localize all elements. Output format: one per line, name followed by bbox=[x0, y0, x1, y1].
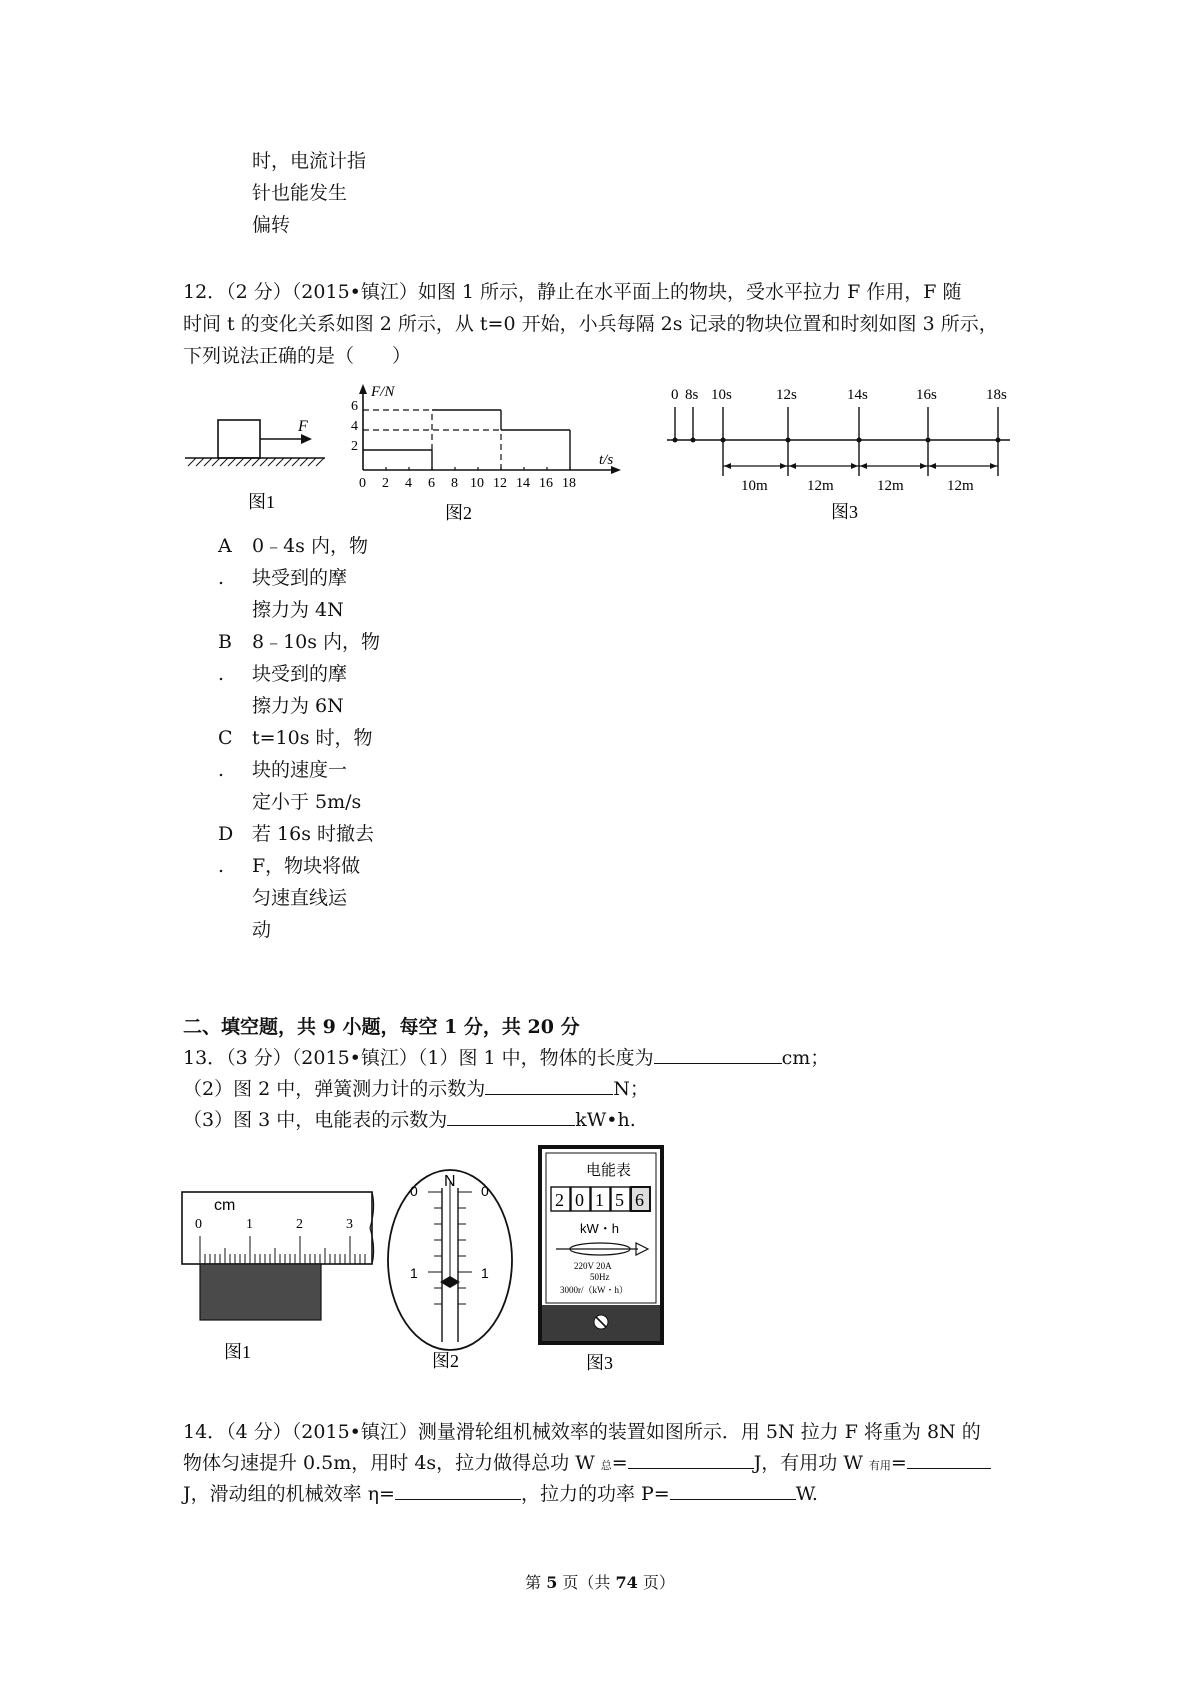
option-c-line-1: t=10s 时，物 bbox=[252, 727, 373, 749]
meter-title: 电能表 bbox=[586, 1163, 632, 1179]
option-a-line-3: 擦力为 4N bbox=[252, 599, 344, 621]
q12-figure-2 bbox=[345, 382, 635, 524]
q13-figure-2-caption: 图2 bbox=[432, 1351, 459, 1371]
answer-blank-force[interactable] bbox=[485, 1074, 613, 1095]
x-tick-12: 12 bbox=[493, 476, 507, 491]
option-c-dot: . bbox=[218, 759, 225, 781]
scale-left-1: 1 bbox=[410, 1265, 418, 1281]
page-footer bbox=[0, 1571, 1200, 1595]
meter-unit: kW・h bbox=[580, 1221, 620, 1236]
option-c-letter: C bbox=[218, 727, 233, 749]
prev-tail-line-2: 针也能发生 bbox=[252, 182, 348, 204]
answer-blank-efficiency[interactable] bbox=[395, 1479, 521, 1500]
meter-digit-1: 2 bbox=[555, 1190, 564, 1210]
meter-digit-2: 0 bbox=[575, 1190, 584, 1210]
ruler-unit: cm bbox=[214, 1197, 236, 1214]
q13-line-3 bbox=[183, 1104, 636, 1136]
footer-total-pages: 74 bbox=[615, 1573, 638, 1592]
q14-line-3 bbox=[183, 1478, 818, 1510]
meter-spec-constant: 3000r/（kW・h） bbox=[560, 1285, 628, 1295]
option-d-line-2: F，物块将做 bbox=[252, 855, 361, 877]
meter-spec-rating: 220V 20A bbox=[574, 1261, 612, 1271]
time-label-8s: 8s bbox=[685, 387, 699, 403]
q14-equals-1: = bbox=[611, 1452, 628, 1474]
footer-prefix: 第 bbox=[525, 1573, 547, 1592]
q13-line-2-unit: N； bbox=[613, 1078, 649, 1100]
y-tick-6: 6 bbox=[351, 399, 358, 414]
q14-line-3-mid: ，拉力的功率 P= bbox=[520, 1483, 670, 1505]
q12-figure-1 bbox=[180, 405, 330, 515]
answer-blank-power[interactable] bbox=[670, 1479, 796, 1500]
answer-blank-total-work[interactable] bbox=[628, 1448, 754, 1469]
x-tick-4: 4 bbox=[405, 476, 412, 491]
distance-label-2: 12m bbox=[807, 478, 834, 494]
option-a-dot: . bbox=[218, 567, 225, 589]
ruler-tick-0: 0 bbox=[195, 1217, 202, 1232]
q14-line-3-text: J，滑动组的机械效率 η= bbox=[183, 1483, 395, 1505]
q13-figure-3-caption: 图3 bbox=[586, 1353, 613, 1373]
x-tick-0: 0 bbox=[359, 476, 366, 491]
q13-line-1 bbox=[183, 1042, 829, 1074]
option-b-line-1: 8﹣10s 内，物 bbox=[252, 631, 381, 653]
meter-digit-5: 6 bbox=[635, 1190, 644, 1210]
q13-line-1-unit: cm； bbox=[781, 1047, 830, 1069]
option-a-letter: A bbox=[218, 535, 232, 557]
footer-page-number: 5 bbox=[546, 1573, 558, 1592]
scale-left-0: 0 bbox=[410, 1183, 418, 1199]
distance-label-4: 12m bbox=[947, 478, 974, 494]
meter-digit-3: 1 bbox=[595, 1190, 604, 1210]
figure-2-caption: 图2 bbox=[445, 503, 472, 523]
q12-stem-line-1: 12．（2 分）（2015•镇江）如图 1 所示，静止在水平面上的物块，受水平拉力 F 作用，F 随 bbox=[183, 281, 962, 303]
answer-blank-length[interactable] bbox=[654, 1043, 782, 1064]
option-b-dot: . bbox=[218, 663, 225, 685]
answer-blank-energy[interactable] bbox=[447, 1105, 575, 1126]
q13-line-2-text: （2）图 2 中，弹簧测力计的示数为 bbox=[183, 1078, 486, 1100]
prev-tail-line-3: 偏转 bbox=[252, 214, 291, 236]
answer-blank-useful-work[interactable] bbox=[907, 1448, 991, 1469]
option-c-line-2: 块的速度一 bbox=[252, 759, 348, 781]
q14-line-2 bbox=[183, 1447, 991, 1482]
option-b-line-2: 块受到的摩 bbox=[252, 663, 348, 685]
ruler-tick-3: 3 bbox=[346, 1217, 353, 1232]
option-d-line-1: 若 16s 时撤去 bbox=[252, 823, 375, 845]
y-tick-4: 4 bbox=[351, 419, 358, 434]
ruler-tick-2: 2 bbox=[296, 1217, 303, 1232]
footer-middle: 页（共 bbox=[557, 1573, 616, 1592]
subscript-useful: 有用 bbox=[868, 1459, 891, 1472]
meter-digit-4: 5 bbox=[615, 1190, 624, 1210]
time-label-14s: 14s bbox=[847, 387, 868, 403]
q13-line-2 bbox=[183, 1073, 649, 1105]
option-a-line-1: 0﹣4s 内，物 bbox=[252, 535, 368, 557]
q13-figure-1-caption: 图1 bbox=[224, 1342, 251, 1362]
x-tick-18: 18 bbox=[562, 476, 576, 491]
time-label-10s: 10s bbox=[711, 387, 732, 403]
q13-line-3-text: （3）图 3 中，电能表的示数为 bbox=[183, 1109, 448, 1131]
option-c-line-3: 定小于 5m/s bbox=[252, 791, 362, 813]
x-tick-16: 16 bbox=[539, 476, 553, 491]
option-d-line-4: 动 bbox=[252, 919, 272, 941]
figure-1-caption: 图1 bbox=[248, 492, 275, 512]
option-b-letter: B bbox=[218, 631, 232, 653]
q12-figure-3 bbox=[665, 383, 1025, 523]
option-d-line-3: 匀速直线运 bbox=[252, 887, 348, 909]
x-tick-2: 2 bbox=[382, 476, 389, 491]
x-tick-6: 6 bbox=[428, 476, 435, 491]
q14-line-2-mid: J，有用功 W bbox=[753, 1452, 869, 1474]
footer-suffix: 页） bbox=[637, 1573, 675, 1592]
scale-label: N bbox=[444, 1173, 456, 1190]
section-2-heading: 二、填空题，共 9 小题，每空 1 分，共 20 分 bbox=[183, 1016, 580, 1038]
q14-line-1: 14．（4 分）（2015•镇江）测量滑轮组机械效率的装置如图所示．用 5N 拉力 F 将重为 8N 的 bbox=[183, 1421, 981, 1443]
x-tick-14: 14 bbox=[516, 476, 530, 491]
meter-spec-frequency: 50Hz bbox=[590, 1272, 610, 1282]
subscript-total: 总 bbox=[600, 1459, 612, 1472]
time-label-18s: 18s bbox=[986, 387, 1007, 403]
q14-line-2-text: 物体匀速提升 0.5m，用时 4s，拉力做得总功 W bbox=[183, 1452, 601, 1474]
x-tick-8: 8 bbox=[451, 476, 458, 491]
ruler-tick-1: 1 bbox=[246, 1217, 253, 1232]
q13-figure-1-ruler bbox=[180, 1178, 380, 1368]
y-axis-label: F/N bbox=[371, 384, 395, 400]
x-tick-10: 10 bbox=[470, 476, 484, 491]
q12-stem-line-3: 下列说法正确的是（ ） bbox=[183, 345, 412, 367]
time-label-0: 0 bbox=[671, 387, 679, 403]
q12-stem-line-2: 时间 t 的变化关系如图 2 所示，从 t=0 开始，小兵每隔 2s 记录的物块位置和时刻如图 3 所示， bbox=[183, 313, 998, 335]
q14-equals-2: = bbox=[890, 1452, 907, 1474]
option-d-dot: . bbox=[218, 855, 225, 877]
time-label-12s: 12s bbox=[776, 387, 797, 403]
option-a-line-2: 块受到的摩 bbox=[252, 567, 348, 589]
scale-right-1: 1 bbox=[481, 1265, 489, 1281]
figure-3-caption: 图3 bbox=[831, 502, 858, 522]
prev-tail-line-1: 时，电流计指 bbox=[252, 150, 367, 172]
q14-line-3-unit: W. bbox=[795, 1483, 818, 1505]
q13-line-3-unit: kW•h. bbox=[575, 1109, 636, 1131]
force-label: F bbox=[298, 418, 308, 435]
distance-label-3: 12m bbox=[877, 478, 904, 494]
x-axis-label: t/s bbox=[599, 452, 614, 468]
scale-right-0: 0 bbox=[481, 1183, 489, 1199]
q13-figure-2-spring-scale bbox=[380, 1162, 520, 1372]
q13-line-1-text: 13．（3 分）（2015•镇江）（1）图 1 中，物体的长度为 bbox=[183, 1047, 654, 1069]
distance-label-1: 10m bbox=[741, 478, 768, 494]
y-tick-2: 2 bbox=[351, 439, 358, 454]
q13-figure-3-energy-meter bbox=[538, 1145, 668, 1375]
option-d-letter: D bbox=[218, 823, 234, 845]
time-label-16s: 16s bbox=[916, 387, 937, 403]
option-b-line-3: 擦力为 6N bbox=[252, 695, 344, 717]
